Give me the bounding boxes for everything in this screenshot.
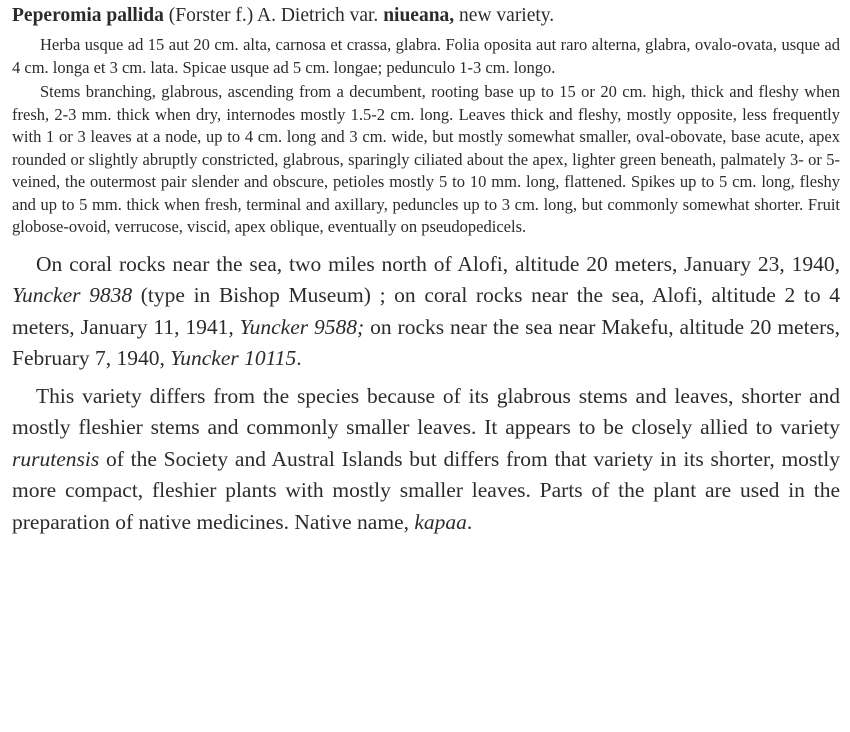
variety-note: new variety. [454, 5, 555, 26]
specimens-text-1: On coral rocks near the sea, two miles north of Alofi, altitude 20 meters, January 23, 1940, [36, 251, 840, 276]
discussion-text-3: . [466, 509, 473, 534]
species-name: Peperomia pallida [12, 5, 164, 26]
variety-name: niueana, [383, 5, 455, 26]
discussion-text-1: This variety differs from the species because of its glabrous stems and leaves, shorter and mostly fleshier stems and commonly smaller leaves. It appears to be closely allied to variety [12, 383, 840, 439]
specimens-paragraph [12, 249, 840, 375]
related-variety-name: rurutensis [12, 446, 100, 471]
discussion-text-2: of the Society and Austral Islands but differs from that variety in its shorter, mostly more compact, fleshier plants with mostly smaller leaves. Parts of the plant are used in the preparation of native medicines. Native name, [12, 446, 840, 534]
document-page [12, 4, 840, 538]
collector-number-1: Yuncker 9838 [12, 283, 133, 307]
latin-description: Herba usque ad 15 aut 20 cm. alta, carnosa et crassa, glabra. Folia oposita aut raro alterna, glabra, ovalo-ovata, usque ad 4 cm. longa et 3 cm. lata. Spicae usque ad 5 cm. longae; pedunculo 1-3 cm. longo. [12, 35, 840, 77]
collector-number-2: Yuncker 9588; [239, 314, 365, 339]
species-authority: (Forster f.) A. Dietrich var. [163, 5, 384, 26]
collector-number-3: Yuncker 10115 [170, 346, 297, 370]
native-name: kapaa [414, 509, 467, 534]
specimens-text-4: . [296, 346, 302, 370]
specimens-text-3: on rocks near the sea near Makefu, altitude 20 meters, February 7, 1940, [12, 314, 841, 370]
discussion-paragraph [12, 381, 840, 539]
english-description: Stems branching, glabrous, ascending from a decumbent, rooting base up to 15 or 20 cm. high, thick and fleshy when fresh, 2-3 mm. thick when dry, internodes mostly 1.5-2 cm. long. Leaves thick and fleshy, mostly opposite, less frequently with 1 or 3 leaves at a node, up to 4 cm. long and 3 cm. wide, but mostly somewhat smaller, oval-obovate, base acute, apex rounded or slightly abruptly constricted, glabrous, sparingly ciliated about the apex, lighter green beneath, palmately 3- or 5-veined, the outermost pair slender and obscure, petioles mostly 5 to 10 mm. long, flattened. Spikes up to 5 cm. long, fleshy and up to 5 mm. thick when fresh, terminal and axillary, peduncles up to 3 cm. long, but commonly somewhat shorter. Fruit globose-ovoid, verrucose, viscid, apex oblique, eventually on pseudopedicels. [12, 82, 840, 236]
specimens-text-2: (type in Bishop Museum) ; on coral rocks near the sea, Alofi, altitude 2 to 4 meters, January 11, 1941, [12, 283, 840, 339]
species-heading [12, 4, 840, 28]
